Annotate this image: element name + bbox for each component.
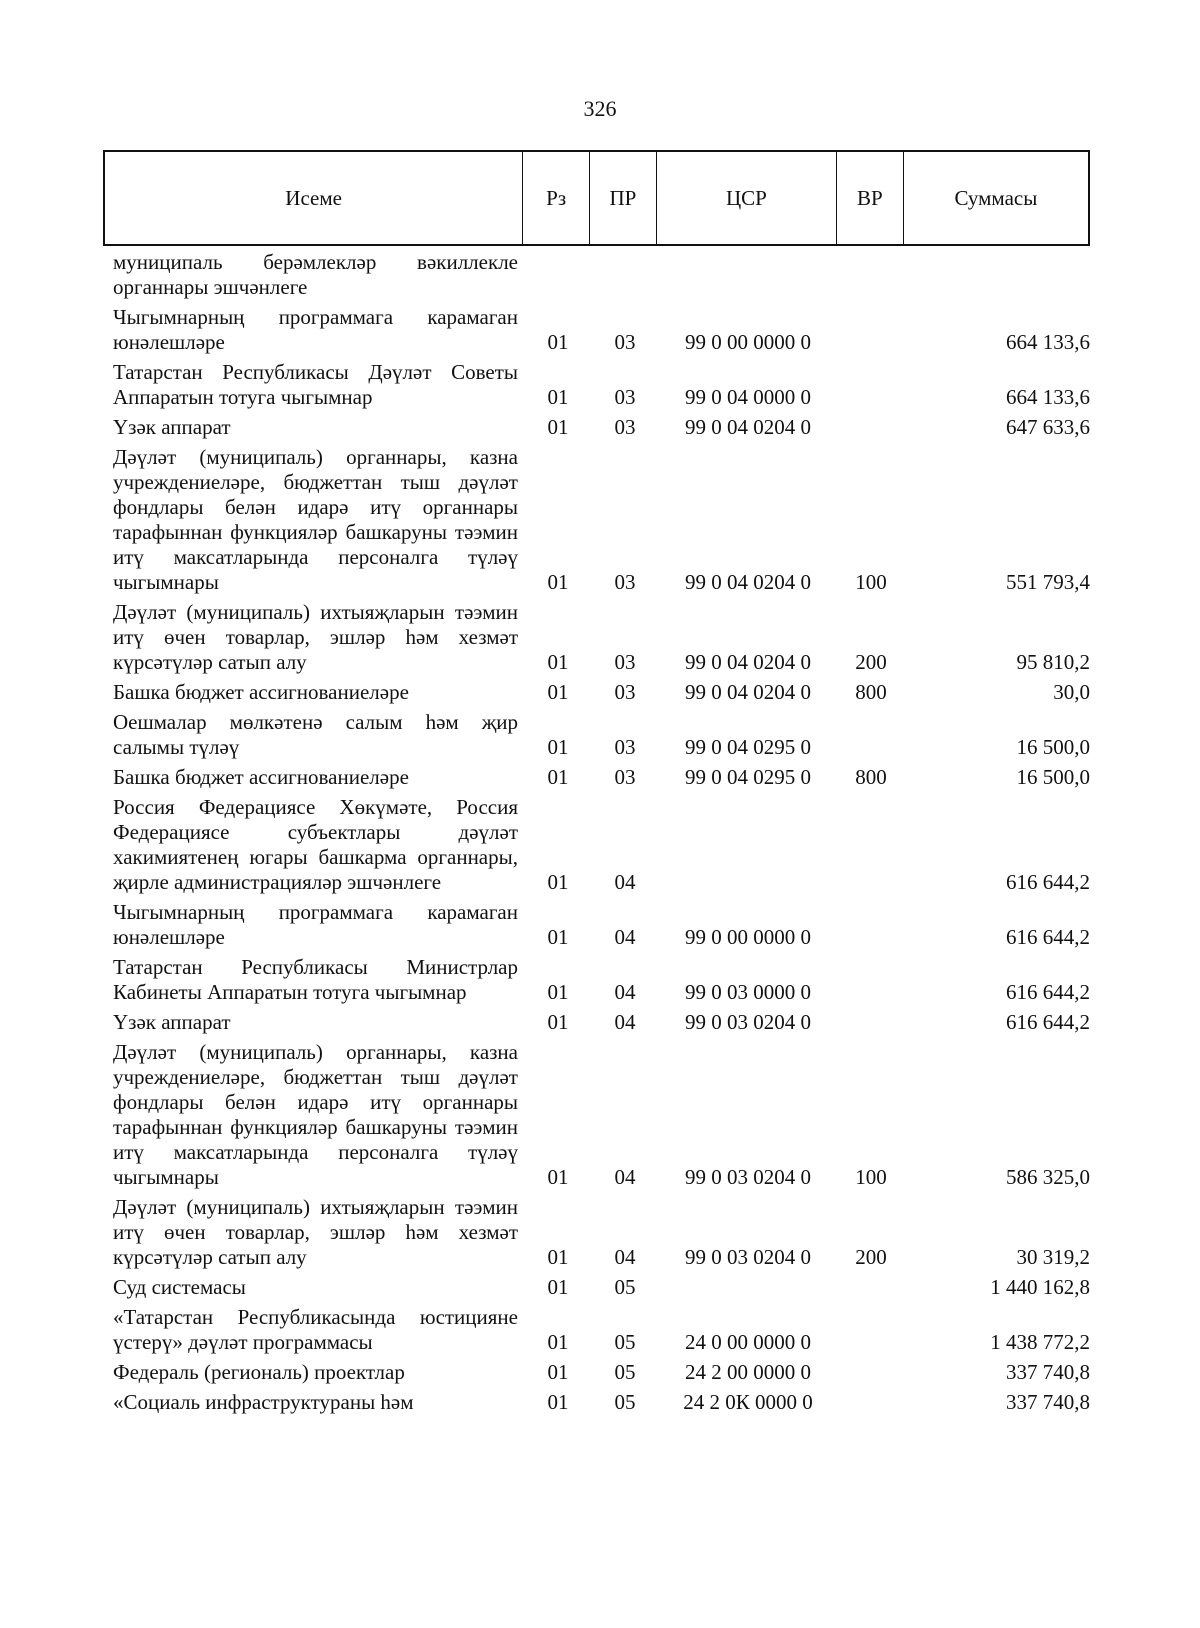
row-rz: 01 bbox=[547, 1330, 569, 1354]
row-sum: 30 319,2 bbox=[1016, 1245, 1090, 1269]
row-sum: 95 810,2 bbox=[1016, 650, 1090, 674]
row-csr: 99 0 04 0295 0 bbox=[685, 735, 811, 759]
row-vr: 200 bbox=[855, 650, 887, 674]
table-row bbox=[113, 1390, 1098, 1415]
row-rz: 01 bbox=[547, 1390, 569, 1414]
table-row bbox=[113, 360, 1098, 410]
row-name: Суд системасы bbox=[113, 1275, 246, 1299]
row-pr: 03 bbox=[614, 735, 636, 759]
header-name: Исеме bbox=[105, 152, 523, 244]
row-sum: 616 644,2 bbox=[1006, 870, 1090, 894]
row-vr: 800 bbox=[855, 765, 887, 789]
table-row bbox=[113, 795, 1098, 895]
header-sum: Суммасы bbox=[954, 185, 1038, 210]
table-row bbox=[113, 415, 1098, 440]
table-row bbox=[113, 765, 1098, 790]
row-rz: 01 bbox=[547, 1010, 569, 1034]
row-pr: 04 bbox=[614, 925, 636, 949]
row-vr: 100 bbox=[855, 1165, 887, 1189]
row-name: Дәүләт (муниципаль) органнары, казна учреждениеләре, бюджеттан тыш дәүләт фондлары белән идарә итү органнары тарафыннан функцияләр башкаруны тәэмин итү максатларында персоналга түләү чыгымнары bbox=[113, 1040, 518, 1189]
row-pr: 03 bbox=[614, 680, 636, 704]
row-pr: 03 bbox=[614, 415, 636, 439]
row-rz: 01 bbox=[547, 925, 569, 949]
table-row bbox=[113, 1360, 1098, 1385]
table-row bbox=[113, 955, 1098, 1005]
row-pr: 05 bbox=[614, 1330, 636, 1354]
row-rz: 01 bbox=[547, 870, 569, 894]
row-name: Россия Федерациясе Хөкүмәте, Россия Федерациясе субъектлары дәүләт хакимиятенең югары башкарма органнары, җирле администрацияләр эшчәнлеге bbox=[113, 795, 518, 894]
row-csr: 99 0 04 0204 0 bbox=[685, 570, 811, 594]
row-sum: 1 438 772,2 bbox=[990, 1330, 1090, 1354]
row-name: Дәүләт (муниципаль) ихтыяҗларын тәэмин итү өчен товарлар, эшләр һәм хезмәт күрсәтүләр сатып алу bbox=[113, 600, 518, 674]
row-name: Татарстан Республикасы Министрлар Кабинеты Аппаратын тотуга чыгымнар bbox=[113, 955, 518, 1004]
row-rz: 01 bbox=[547, 1245, 569, 1269]
row-name: муниципаль берәмлекләр вәкиллекле органнары эшчәнлеге bbox=[113, 250, 518, 299]
row-sum: 616 644,2 bbox=[1006, 980, 1090, 1004]
row-name: Дәүләт (муниципаль) ихтыяҗларын тәэмин итү өчен товарлар, эшләр һәм хезмәт күрсәтүләр сатып алу bbox=[113, 1195, 518, 1269]
budget-table-body bbox=[113, 250, 1098, 1420]
row-pr: 05 bbox=[614, 1275, 636, 1299]
row-rz: 01 bbox=[547, 1360, 569, 1384]
row-csr: 99 0 04 0204 0 bbox=[685, 650, 811, 674]
row-name: Үзәк аппарат bbox=[113, 415, 231, 439]
table-row bbox=[113, 305, 1098, 355]
row-name: Оешмалар мөлкәтенә салым һәм җир салымы түләү bbox=[113, 710, 518, 759]
row-sum: 586 325,0 bbox=[1006, 1165, 1090, 1189]
row-pr: 04 bbox=[614, 980, 636, 1004]
header-vr: ВР bbox=[837, 152, 904, 244]
row-csr: 24 2 0К 0000 0 bbox=[683, 1390, 813, 1414]
row-pr: 04 bbox=[614, 1245, 636, 1269]
row-csr: 99 0 03 0204 0 bbox=[685, 1245, 811, 1269]
row-pr: 03 bbox=[614, 650, 636, 674]
row-name: Дәүләт (муниципаль) органнары, казна учреждениеләре, бюджеттан тыш дәүләт фондлары белән идарә итү органнары тарафыннан функцияләр башкаруны тәэмин итү максатларында персоналга түләү чыгымнары bbox=[113, 445, 518, 594]
row-name: Башка бюджет ассигнованиеләре bbox=[113, 765, 409, 789]
row-vr: 100 bbox=[855, 570, 887, 594]
table-row bbox=[113, 710, 1098, 760]
row-sum: 664 133,6 bbox=[1006, 330, 1090, 354]
row-name: Чыгымнарның программага карамаган юнәлешләре bbox=[113, 900, 518, 949]
table-row bbox=[113, 900, 1098, 950]
row-name: Үзәк аппарат bbox=[113, 1010, 231, 1034]
row-pr: 03 bbox=[614, 765, 636, 789]
row-rz: 01 bbox=[547, 415, 569, 439]
header-pr: ПР bbox=[590, 152, 657, 244]
row-rz: 01 bbox=[547, 385, 569, 409]
row-sum: 616 644,2 bbox=[1006, 925, 1090, 949]
row-rz: 01 bbox=[547, 570, 569, 594]
table-row bbox=[113, 445, 1098, 595]
row-sum: 337 740,8 bbox=[1006, 1360, 1090, 1384]
row-sum: 647 633,6 bbox=[1006, 415, 1090, 439]
row-name: «Татарстан Республикасында юстицияне үстерү» дәүләт программасы bbox=[113, 1305, 518, 1354]
row-csr: 99 0 04 0295 0 bbox=[685, 765, 811, 789]
row-rz: 01 bbox=[547, 1165, 569, 1189]
row-csr: 99 0 04 0000 0 bbox=[685, 385, 811, 409]
table-row bbox=[113, 1305, 1098, 1355]
row-csr: 99 0 03 0000 0 bbox=[685, 980, 811, 1004]
row-name: Федераль (региональ) проектлар bbox=[113, 1360, 405, 1384]
row-name: Татарстан Республикасы Дәүләт Советы Аппаратын тотуга чыгымнар bbox=[113, 360, 518, 409]
row-vr: 800 bbox=[855, 680, 887, 704]
row-rz: 01 bbox=[547, 735, 569, 759]
row-pr: 05 bbox=[614, 1390, 636, 1414]
row-pr: 03 bbox=[614, 570, 636, 594]
row-sum: 16 500,0 bbox=[1016, 735, 1090, 759]
row-sum: 337 740,8 bbox=[1006, 1390, 1090, 1414]
row-rz: 01 bbox=[547, 680, 569, 704]
table-row bbox=[113, 1275, 1098, 1300]
row-csr: 99 0 03 0204 0 bbox=[685, 1010, 811, 1034]
row-sum: 30,0 bbox=[1053, 680, 1090, 704]
row-csr: 99 0 04 0204 0 bbox=[685, 415, 811, 439]
row-rz: 01 bbox=[547, 650, 569, 674]
row-name: Чыгымнарның программага карамаган юнәлешләре bbox=[113, 305, 518, 354]
row-pr: 05 bbox=[614, 1360, 636, 1384]
row-sum: 1 440 162,8 bbox=[990, 1275, 1090, 1299]
row-pr: 03 bbox=[614, 330, 636, 354]
row-name: «Социаль инфраструктураны һәм bbox=[113, 1390, 414, 1414]
row-vr: 200 bbox=[855, 1245, 887, 1269]
row-pr: 03 bbox=[614, 385, 636, 409]
table-row bbox=[113, 1040, 1098, 1190]
row-csr: 24 2 00 0000 0 bbox=[685, 1360, 811, 1384]
table-row bbox=[113, 1195, 1098, 1270]
row-name: Башка бюджет ассигнованиеләре bbox=[113, 680, 409, 704]
row-csr: 99 0 03 0204 0 bbox=[685, 1165, 811, 1189]
row-rz: 01 bbox=[547, 765, 569, 789]
row-sum: 551 793,4 bbox=[1006, 570, 1090, 594]
row-csr: 24 0 00 0000 0 bbox=[685, 1330, 811, 1354]
table-row bbox=[113, 680, 1098, 705]
table-row bbox=[113, 1010, 1098, 1035]
header-rz: Рз bbox=[523, 152, 590, 244]
row-csr: 99 0 00 0000 0 bbox=[685, 925, 811, 949]
row-pr: 04 bbox=[614, 1165, 636, 1189]
header-csr: ЦСР bbox=[657, 152, 837, 244]
row-sum: 664 133,6 bbox=[1006, 385, 1090, 409]
row-csr: 99 0 04 0204 0 bbox=[685, 680, 811, 704]
row-pr: 04 bbox=[614, 870, 636, 894]
row-csr: 99 0 00 0000 0 bbox=[685, 330, 811, 354]
row-pr: 04 bbox=[614, 1010, 636, 1034]
row-rz: 01 bbox=[547, 330, 569, 354]
row-sum: 16 500,0 bbox=[1016, 765, 1090, 789]
table-row bbox=[113, 250, 1098, 300]
page-number: 326 bbox=[583, 96, 617, 121]
table-header bbox=[103, 150, 1090, 246]
row-rz: 01 bbox=[547, 980, 569, 1004]
row-rz: 01 bbox=[547, 1275, 569, 1299]
table-row bbox=[113, 600, 1098, 675]
row-sum: 616 644,2 bbox=[1006, 1010, 1090, 1034]
